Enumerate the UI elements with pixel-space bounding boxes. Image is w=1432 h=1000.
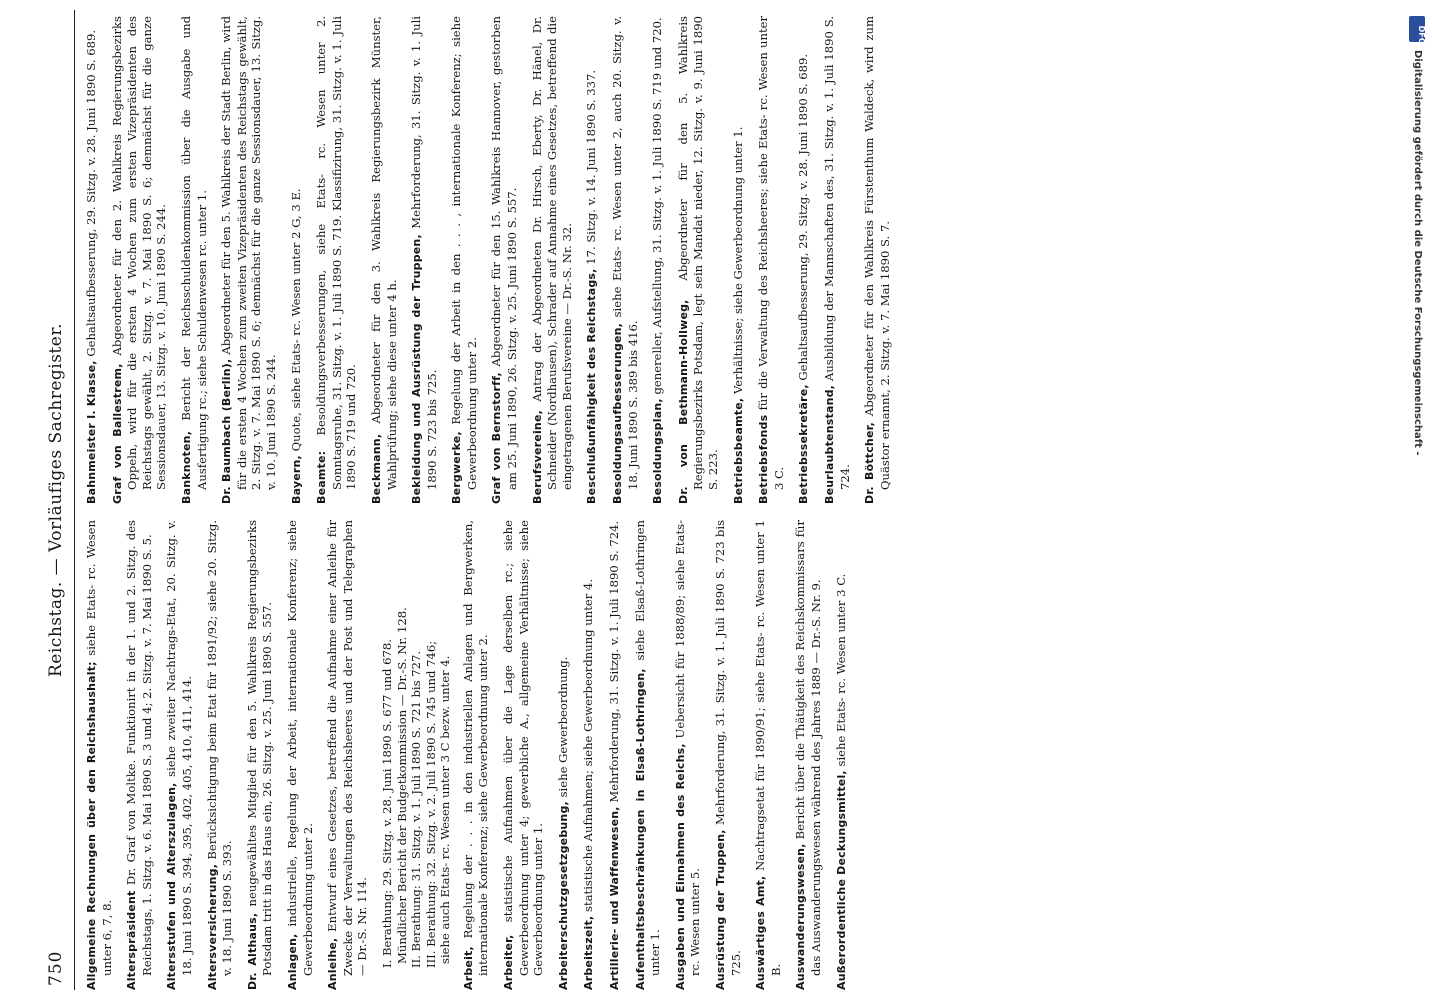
entry-keyword: Anlagen,: [285, 933, 299, 990]
entry-keyword: Betriebsfonds: [757, 414, 771, 504]
entry-text: siehe Elsaß-Lothringen unter 1.: [632, 519, 663, 976]
entry-keyword: Graf von Ballestrem,: [110, 363, 124, 504]
entry-keyword: Allgemeine Rechnungen über den Reichshaushalt;: [85, 661, 98, 990]
entry-keyword: Arbeit,: [461, 946, 475, 990]
entry-text: siehe zweiter Nachtrags-Etat, 20. Sitzg. v. 18. Juni 1890 S. 394, 395, 402, 405, 410, 411, 414.: [164, 520, 194, 976]
register-entry: [164, 520, 194, 990]
entry-text: Berücksichtigung beim Etat für 1891/92; siehe 20. Sitzg. v. 18. Juni 1890 S. 393.: [204, 520, 235, 976]
entry-text: Abgeordneter für den 3. Wahlkreis Regierungsbezirk Münster, Wahlprüfung; siehe diese unter 4 h.: [368, 16, 399, 490]
entry-text: Abgeordneter für den 5. Wahlkreis Regierungsbezirks Potsdam, legt sein Mandat nieder, 12. Sitzg. v. 9. Juni 1890 S. 223.: [675, 16, 720, 490]
entry-text: genereller, Aufstellung, 31. Sitzg. v. 1. Juli 1890 S. 719 und 720.: [650, 17, 665, 395]
entry-keyword: Besoldungsaufbesserungen,: [611, 322, 625, 504]
sub-item-text: 31. Sitzg. v. 1. Juli 1890 S. 721 bis 727.: [409, 650, 424, 882]
entry-keyword: Beamte:: [315, 450, 329, 504]
entry-sub-item: [424, 520, 439, 968]
entry-text: Bericht über die Thätigkeit des Reichskommissars für das Auswanderungswesen während des Jahres 1889 — Dr.-S. Nr. 9.: [793, 520, 823, 976]
register-entry: [110, 16, 169, 504]
entry-keyword: Beckmann,: [369, 433, 383, 504]
register-entry: [289, 16, 305, 504]
entry-keyword: Betriebssekretäre,: [797, 384, 811, 504]
entry-keyword: Anleihe,: [326, 937, 340, 990]
entry-keyword: Arbeiterschutzgesetzgebung,: [556, 801, 570, 990]
entry-keyword: Außerordentliche Deckungsmittel,: [834, 770, 848, 990]
entry-text: Gehaltsaufbesserung, 29. Sitzg. v. 28. Juni 1890 S. 689.: [796, 53, 811, 381]
register-entry: [607, 520, 623, 990]
entry-sub-item: [409, 520, 424, 968]
entry-text: Abgeordneter für den 2. Wahlkreis Regierungsbezirks Oppeln, wird für die ersten 4 Wochen zum ersten Vizepräsidenten des Reichstags gewählt, 2. Sitzg. v. 7. Mai 1890 S. 6; demnächst für die ganze Sessionsdauer, 13. Sitzg. v. 10. Juni 1890 S. 244.: [109, 16, 169, 490]
sub-item-text: Mündlicher Bericht der Budgetkommission — Dr.-S. Nr. 128.: [394, 607, 409, 964]
entry-text: Mehrforderung, 31. Sitzg. v. 1. Juli 1890 S. 723 bis 725.: [409, 16, 439, 490]
register-entry: [124, 520, 154, 990]
register-entry: [731, 16, 747, 504]
entry-text: Dr. Graf von Moltke. Funktionirt in der 1. und 2. Sitzg. des Reichstags, 1. Sitzg. v. 6. Mai 1890 S. 3 und 4; 2. Sitzg. v. 7. Mai 1890 S. 5.: [124, 519, 154, 976]
dfg-credit-text: Digitalisierung gefördert durch die Deutsche Forschungsgemeinschaft -: [1412, 50, 1423, 456]
entry-keyword: Dr. Böttcher,: [863, 421, 877, 504]
entry-keyword: Dr. von Bethmann-Hollweg,: [676, 299, 690, 504]
sub-item-label: I. Berathung:: [379, 889, 394, 968]
entry-keyword: Artillerie- und Waffenwesen,: [608, 806, 622, 990]
register-entry: [713, 520, 743, 990]
register-entry: [676, 16, 721, 504]
register-entry: [501, 520, 546, 990]
entry-text: Besoldungsverbesserungen, siehe Etats- rc. Wesen unter 2. Sonntagsruhe, 31. Sitzg. v. 1. Juli 1890 S. 719. Klassifizirung, 31. Sitzg. v. 1. Juli 1890 S. 719 und 720.: [314, 15, 359, 490]
entry-keyword: Ausrüstung der Truppen,: [714, 829, 727, 990]
entry-keyword: Berufsvereine,: [530, 410, 544, 504]
register-entry: [822, 16, 852, 504]
entry-keyword: Auswanderungswesen,: [794, 843, 808, 990]
entry-keyword: Banknoten,: [179, 430, 193, 504]
entry-text: Nachtragsetat für 1890/91; siehe Etats- rc. Wesen unter 1 B.: [753, 520, 783, 976]
dfg-logo-text: DFG: [1417, 25, 1426, 45]
entry-text: siehe Etats- rc. Wesen unter 6, 7, 8.: [84, 520, 114, 976]
entry-sub-item: [438, 520, 453, 968]
header-rule: [74, 10, 75, 990]
entry-text: Uebersicht für 1888/89; siehe Etats- rc. Wesen unter 5.: [672, 520, 703, 976]
entry-keyword: Alterspräsident: [125, 890, 139, 990]
entry-text: 17. Sitzg. v. 14. Juni 1890 S. 337.: [584, 69, 599, 265]
entry-keyword: Besoldungsplan,: [651, 398, 665, 504]
entry-keyword: Beurlaubtenstand,: [822, 384, 836, 504]
entry-text: Gehaltsaufbesserung, 29. Sitzg. v. 28. Juni 1890 S. 689.: [84, 29, 98, 357]
register-entry: [489, 16, 519, 504]
entry-text: Regelung der . . . in den industriellen Anlagen und Bergwerken, internationale Konferenz; siehe Gewerbeordnung unter 2.: [460, 520, 491, 976]
sub-item-label: II. Berathung:: [409, 885, 424, 968]
register-entry: [314, 16, 359, 504]
entry-text: siehe Etats- rc. Wesen unter 3 C.: [833, 573, 848, 767]
sub-item-label: III. Berathung:: [423, 880, 438, 968]
register-entry: [610, 16, 640, 504]
register-entry: [219, 16, 278, 504]
sub-item-text: 32. Sitzg. v. 2. Juli 1890 S. 745 und 746;: [423, 640, 438, 877]
register-entry: [753, 520, 783, 990]
register-entry: [205, 520, 235, 990]
entry-spacer: [453, 520, 461, 990]
entry-text: Quote, siehe Etats- rc. Wesen unter 2 G, 3 E.: [288, 188, 303, 452]
running-title: Reichstag. — Vorläufiges Sachregister.: [46, 323, 66, 677]
register-entry: [409, 16, 439, 504]
entry-keyword: Arbeiter,: [502, 934, 516, 990]
entry-keyword: Ausgaben und Einnahmen des Reichs,: [673, 743, 687, 990]
entry-keyword: Graf von Bernstorff,: [490, 372, 504, 504]
rotated-page: [40, 10, 1410, 990]
left-column: [84, 519, 848, 990]
entry-keyword: Aufenthaltsbeschränkungen in Elsaß-Lothringen,: [633, 668, 647, 990]
register-entry: [369, 16, 399, 504]
register-entry: [793, 520, 823, 990]
entry-keyword: Altersversicherung,: [205, 863, 219, 990]
entry-keyword: Altersstufen und Alterszulagen,: [165, 782, 179, 990]
sub-item-text: 29. Sitzg. v. 28. Juni 1890 S. 677 und 678.: [379, 639, 394, 886]
register-entry: [584, 16, 600, 504]
entry-text: Verhältnisse; siehe Gewerbeordnung unter 1.: [730, 126, 745, 395]
entry-keyword: Bekleidung und Ausrüstung der Truppen,: [410, 234, 424, 504]
register-entry: [862, 16, 892, 504]
entry-text: industrielle, Regelung der Arbeit, internationale Konferenz; siehe Gewerbeordnung unter 2.: [284, 520, 315, 976]
register-entry: [84, 16, 100, 504]
register-entry: [834, 520, 850, 990]
entry-text: statistische Aufnahmen über die Lage derselben rc.; siehe Gewerbeordnung unter 4; gewerbliche A., allgemeine Verhältnisse; siehe Gewerbeordnung unter 1.: [501, 520, 546, 976]
register-entry: [673, 520, 703, 990]
register-entry: [633, 520, 663, 990]
entry-text: Mehrforderung, 31. Sitzg. v. 1. Juli 1890 S. 724.: [607, 520, 622, 803]
entry-keyword: Auswärtiges Amt,: [754, 875, 768, 990]
entry-text: statistische Aufnahmen; siehe Gewerbeordnung unter 4.: [581, 578, 596, 912]
register-entry: [461, 520, 491, 990]
page-header: [40, 10, 78, 990]
entry-text: Abgeordneter für den 5. Wahlkreis der Stadt Berlin, wird für die ersten 4 Wochen zum zweiten Vizepräsidenten des Reichstags gewählt, 2. Sitzg. v. 7. Mai 1890 S. 6; demnächst für die ganze Sessionsdauer, 13. Sitzg. v. 10. Juni 1890 S. 244.: [219, 16, 278, 490]
entry-keyword: Betriebsbeamte,: [731, 397, 745, 504]
entry-text: siehe Etats- rc. Wesen unter 2, auch 20. Sitzg. v. 18. Juni 1890 S. 389 bis 416.: [610, 15, 640, 490]
register-entry: [285, 520, 315, 990]
register-entry: [245, 520, 275, 990]
entry-keyword: Dr. Althaus,: [245, 912, 259, 990]
register-entry: [581, 520, 597, 990]
register-entry: [756, 16, 786, 504]
entry-keyword: Beschlußunfähigkeit des Reichstags,: [585, 268, 599, 504]
entry-keyword: Bayern,: [289, 455, 303, 504]
register-entry: [556, 520, 572, 990]
entry-text: Abgeordneter für den Wahlkreis Fürstenthum Waldeck, wird zum Quästor ernannt, 2. Sitzg. v. 7. Mai 1890 S. 7.: [862, 16, 892, 490]
register-entry: [650, 16, 666, 504]
register-entry: [179, 16, 209, 504]
entry-text: siehe Gewerbeordnung.: [555, 656, 570, 798]
entry-text: für die Verwaltung des Reichsheeres; siehe Etats- rc. Wesen unter 3 C.: [756, 15, 786, 490]
entry-text: Antrag der Abgeordneten Dr. Hirsch, Eberty, Dr. Hänel, Dr. Schneider (Nordhausen), Schrader auf Annahme eines Gesetzes, betreffend die eingetragenen Berufsvereine — Dr.-S. Nr. 32.: [529, 16, 574, 490]
entry-sub-item: [395, 520, 410, 968]
entry-text: Abgeordneter für den 15. Wahlkreis Hannover, gestorben am 25. Juni 1890, 26. Sitzg. v. 25. Juni 1890 S. 557.: [489, 15, 520, 490]
entry-sub-item: [380, 520, 395, 968]
entry-text: neugewähltes Mitglied für den 5. Wahlkreis Regierungsbezirks Potsdam tritt in das Haus ein, 26. Sitzg. v. 25. Juni 1890 S. 557.: [244, 519, 275, 976]
entry-text: Regelung der Arbeit in den . . . , internationale Konferenz; siehe Gewerbeordnung unter 2.: [449, 15, 479, 490]
dfg-watermark: [1405, 10, 1429, 990]
register-entry: [84, 520, 114, 990]
register-entry: [325, 520, 370, 990]
right-column: [84, 15, 892, 504]
register-entry: [796, 16, 812, 504]
entry-text: Mehrforderung, 31. Sitzg. v. 1. Juli 1890 S. 723 bis 725.: [713, 519, 743, 976]
entry-keyword: Bergwerke,: [450, 431, 464, 504]
entry-text: Entwurf eines Gesetzes, betreffend die Aufnahme einer Anleihe für Zwecke der Verwaltungen des Reichsheeres und der Post und Telegraphen — Dr.-S. Nr. 114.: [325, 520, 370, 976]
dfg-logo: [1409, 16, 1426, 45]
entry-keyword: Arbeitszeit,: [582, 915, 596, 990]
entry-text: Ausbildung der Mannschaften des, 31. Sitzg. v. 1. Juli 1890 S. 724.: [821, 15, 852, 490]
register-entry: [530, 16, 575, 504]
sub-item-text: siehe auch Etats- rc. Wesen unter 3 C bezw. unter 4.: [438, 655, 453, 964]
page-number: 750: [46, 950, 66, 986]
entry-text: Bericht der Reichsschuldenkommission über die Ausgabe und Ausfertigung rc.; siehe Schuldenwesen rc. unter 1.: [178, 15, 209, 490]
register-entry: [449, 16, 479, 504]
entry-keyword: Dr. Baumbach (Berlin),: [220, 358, 234, 504]
entry-keyword: Bahnmeister I. Klasse,: [85, 360, 98, 504]
